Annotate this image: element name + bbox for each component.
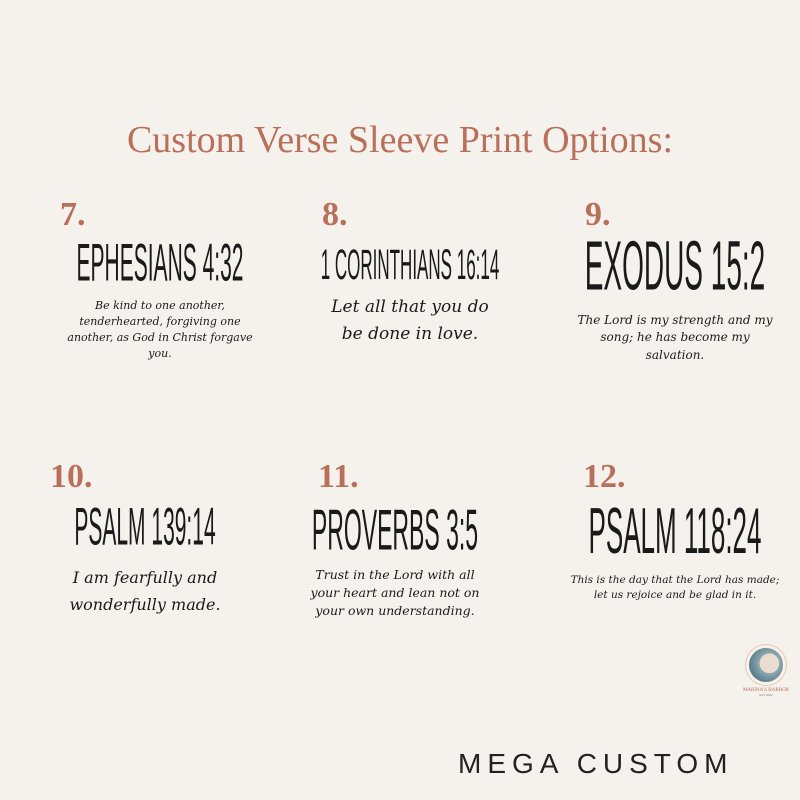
logo-name: MARINA'S HARBOR	[742, 688, 790, 693]
logo-est: EST 2022	[759, 693, 773, 697]
verse-reference: PSALM 118:24	[588, 493, 762, 568]
option-number: 8.	[322, 196, 348, 233]
verse-text: The Lord is my strength and my song; he has become my salvation.	[577, 313, 773, 362]
verse-reference: EXODUS 15:2	[584, 227, 766, 305]
verse-text: Be kind to one another, tenderhearted, forgiving one another, as God in Christ forgave you.	[67, 299, 253, 360]
verse-reference: EPHESIANS 4:32	[76, 235, 244, 293]
verse-text: Trust in the Lord with all your heart and lean not on your own understanding.	[310, 567, 480, 619]
verse-text: Let all that you do be done in love.	[331, 297, 489, 345]
verse-reference: PSALM 139:14	[74, 499, 216, 557]
brand-logo	[736, 648, 796, 697]
verse-text: I am fearfully and wonderfully made.	[69, 568, 221, 615]
option-number: 10.	[50, 458, 93, 495]
option-number: 7.	[60, 196, 86, 233]
wave-sun-logo-icon	[749, 648, 783, 682]
page-title: Custom Verse Sleeve Print Options:	[126, 119, 674, 161]
verse-text: This is the day that the Lord has made; let us rejoice and be glad in it.	[570, 574, 780, 602]
footer-label: MEGA CUSTOM	[458, 748, 734, 779]
verse-reference: PROVERBS 3:5	[311, 497, 479, 562]
option-number: 12.	[583, 458, 626, 495]
option-number: 9.	[585, 196, 611, 233]
verse-reference: 1 CORINTHIANS 16:14	[320, 241, 500, 289]
option-number: 11.	[318, 458, 359, 495]
